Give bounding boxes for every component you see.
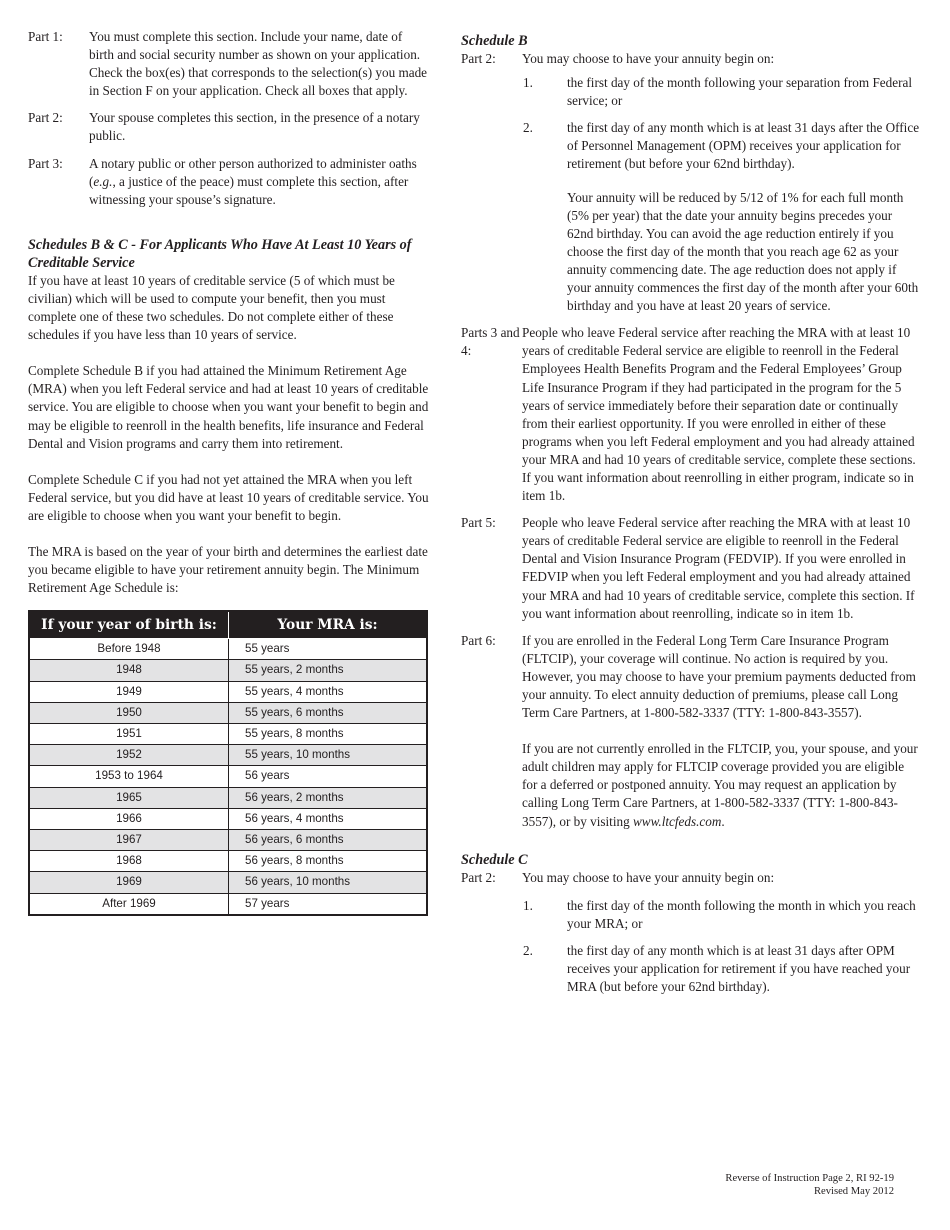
paragraph: The MRA is based on the year of your birth and determines the earliest date you became eligible to have your retirement annuity begin. The Minimum Retirement Age Schedule is:: [28, 543, 428, 596]
table-cell-mra: 55 years, 8 months: [229, 724, 428, 745]
table-cell-mra: 56 years, 2 months: [229, 787, 428, 808]
table-cell-year: 1950: [29, 702, 229, 723]
part-text: You may choose to have your annuity begin on:: [522, 51, 775, 66]
schedule-b-part-6: [461, 632, 921, 831]
part-text-b: .: [721, 813, 725, 829]
table-cell-year: 1967: [29, 829, 229, 850]
age-reduction-text: Your annuity will be reduced by 5/12 of 1% for each full month (5% per year) that the date your annuity begins precedes your 62nd birthday. You can avoid the age reduction entirely if you choose the first day of the month that you reach age 62 as your annuity commencing date. The age reduction does not apply if your annuity commences the first day of the month after your 60th birthday and you have at least 20 years of service.: [567, 189, 919, 314]
table-cell-mra: 55 years: [229, 639, 428, 660]
item-text: the first day of the month following the month in which you reach your MRA; or: [567, 897, 916, 931]
part-label: Part 3:: [28, 155, 63, 171]
table-row: [29, 872, 427, 893]
table-row: [29, 724, 427, 745]
table-cell-year: Before 1948: [29, 639, 229, 660]
paragraph: Complete Schedule B if you had attained the Minimum Retirement Age (MRA) when you left Federal service and had at least 10 years of creditable service. You are eligible to choose when you want your benefit to begin and may be eligible to reenroll in the health benefits, life insurance and Federal Dental and Vision programs and carry them into retirement.: [28, 363, 429, 451]
part-label: Part 6:: [461, 632, 496, 648]
ltcfeds-link[interactable]: www.ltcfeds.com: [633, 813, 722, 829]
page-footer: [725, 1172, 894, 1198]
table-row: [29, 702, 427, 723]
table-cell-mra: 56 years, 10 months: [229, 872, 428, 893]
footer-revision: Revised May 2012: [813, 1186, 894, 1197]
table-cell-mra: 55 years, 10 months: [229, 745, 428, 766]
table-header: Your MRA is:: [229, 611, 428, 639]
table-cell-mra: 56 years: [229, 766, 428, 787]
part-text: [89, 155, 430, 209]
part-label: Part 1:: [28, 29, 63, 44]
table-row: [29, 745, 427, 766]
part-1-instruction: [28, 28, 430, 100]
table-cell-year: 1965: [29, 787, 229, 808]
table-cell-year: 1948: [29, 660, 229, 681]
schedule-b-heading: Schedule B: [461, 33, 528, 49]
table-row: [29, 660, 427, 681]
table-cell-year: 1949: [29, 681, 229, 702]
footer-form-id: Reverse of Instruction Page 2, RI 92-19: [725, 1173, 894, 1184]
right-column: [461, 32, 921, 996]
table-cell-mra: 55 years, 6 months: [229, 702, 428, 723]
table-cell-year: 1969: [29, 872, 229, 893]
part-label: Parts 3 and 4:: [461, 325, 520, 359]
schedule-c-heading: Schedule C: [461, 851, 528, 868]
part-text: People who leave Federal service after reaching the MRA with at least 10 years of creditable Federal service are eligible to reenroll in the Federal Employees Health Benefits Program and the Federal Employees’ Group Life Insurance Program if they had participated in the program for the 5 years of service immediately before their separation date or continually from their earliest opportunity. If you were enrolled in either of these programs when you left Federal employment and you had already attained your MRA and had 10 years of creditable service, complete these sections. If you want information about reenrolling in either program, indicate so in item 1b.: [522, 325, 916, 504]
schedule-b-parts-3-4: [461, 324, 921, 505]
part-text: Your spouse completes this section, in the presence of a notary public.: [89, 110, 420, 144]
table-row: [29, 639, 427, 660]
part-text: People who leave Federal service after reaching the MRA with at least 10 years of creditable Federal service are eligible to reenroll in the Federal Dental and Vision Insurance Program (FEDVIP). If you were enrolled in FEDVIP when you left Federal employment and you had already attained your MRA and had 10 years of creditable service, complete this section. If you want information about reenrolling, indicate so in item 1b.: [522, 515, 915, 621]
table-header: If your year of birth is:: [29, 611, 229, 639]
paragraph: Complete Schedule C if you had not yet attained the MRA when you left Federal service, but you did have at least 10 years of creditable service. You are eligible to choose when you want your benefit to begin.: [28, 471, 429, 523]
part-text: If you are enrolled in the Federal Long Term Care Insurance Program (FLTCIP), your coverage will continue. No action is required by you. However, you may choose to have your premium payments deducted from your annuity. To elect annuity deduction of premiums, please call Long Term Care Partners, at 1-800-582-3337 (TTY: 1-800-843-3557).: [522, 632, 916, 721]
schedule-b-part-5: [461, 514, 921, 623]
table-row: [29, 893, 427, 915]
item-number: 1.: [523, 75, 533, 91]
part-text: [522, 740, 921, 830]
item-number: 2.: [523, 120, 533, 136]
table-header-row: [29, 611, 427, 639]
table-cell-mra: 55 years, 4 months: [229, 681, 428, 702]
table-cell-year: 1953 to 1964: [29, 766, 229, 787]
list-item: [523, 897, 921, 933]
part-text-block: [522, 632, 921, 831]
list-item: [523, 74, 921, 110]
item-text: the first day of any month which is at least 31 days after the Office of Personnel Management (OPM) receives your application for retirement (but before your 62nd birthday).: [567, 120, 920, 172]
table-row: [29, 787, 427, 808]
part-2-instruction: [28, 109, 430, 145]
item-text: the first day of the month following your separation from Federal service; or: [567, 75, 912, 109]
table-cell-year: 1951: [29, 724, 229, 745]
table-row: [29, 681, 427, 702]
part-3-instruction: [28, 155, 430, 209]
table-cell-mra: 56 years, 8 months: [229, 851, 428, 872]
table-row: [29, 829, 427, 850]
table-cell-mra: 57 years: [229, 893, 428, 915]
list-item: [523, 119, 921, 173]
left-column: [28, 28, 430, 916]
table-row: [29, 851, 427, 872]
schedule-b-part-2: [461, 50, 921, 68]
table-row: [29, 766, 427, 787]
table-cell-mra: 55 years, 2 months: [229, 660, 428, 681]
part-label: Part 2:: [461, 869, 496, 885]
table-cell-year: 1966: [29, 808, 229, 829]
table-cell-mra: 56 years, 6 months: [229, 829, 428, 850]
part-text: You must complete this section. Include your name, date of birth and social security number as shown on your application. Check the box(es) that corresponds to the selection(s) you made in Section F on your application. Check all boxes that apply.: [89, 29, 428, 99]
table-row: [29, 808, 427, 829]
item-text: the first day of any month which is at least 31 days after OPM receives your application for retirement if you have reached your MRA (but before your 62nd birthday).: [567, 942, 911, 995]
list-item: [523, 942, 921, 996]
part-text-b: , a justice of the peace) must complete this section, after witnessing your spouse’s signature.: [89, 173, 409, 207]
part-text-a: A notary public or other person authorized to administer oaths (: [89, 155, 417, 189]
table-cell-mra: 56 years, 4 months: [229, 808, 428, 829]
table-cell-year: 1968: [29, 851, 229, 872]
table-cell-year: After 1969: [29, 893, 229, 915]
item-number: 2.: [523, 942, 533, 958]
mra-table: [28, 610, 428, 915]
schedules-heading: Schedules B & C - For Applicants Who Have At Least 10 Years of Creditable Service: [28, 236, 412, 271]
part-label: Part 5:: [461, 515, 496, 531]
table-cell-year: 1952: [29, 745, 229, 766]
item-number: 1.: [523, 897, 533, 913]
part-text-italic: e.g.: [93, 173, 113, 189]
part-text: You may choose to have your annuity begin on:: [522, 869, 775, 885]
part-text-a: If you are not currently enrolled in the FLTCIP, you, your spouse, and your adult children may apply for FLTCIP coverage provided you are eligible for a deferred or postponed annuity. You may request an application by calling Long Term Care Partners, at 1-800-582-3337 (TTY: 1-800-843-3557), or by visiting: [522, 741, 918, 829]
part-label: Part 2:: [461, 51, 496, 66]
paragraph: If you have at least 10 years of creditable service (5 of which must be civilian) which will be used to compute your benefit, then you must complete one of these two schedules. Do not complete either of these schedules if you have less than 10 years of service.: [28, 272, 395, 343]
schedule-c-part-2: [461, 869, 921, 887]
part-label: Part 2:: [28, 110, 63, 126]
